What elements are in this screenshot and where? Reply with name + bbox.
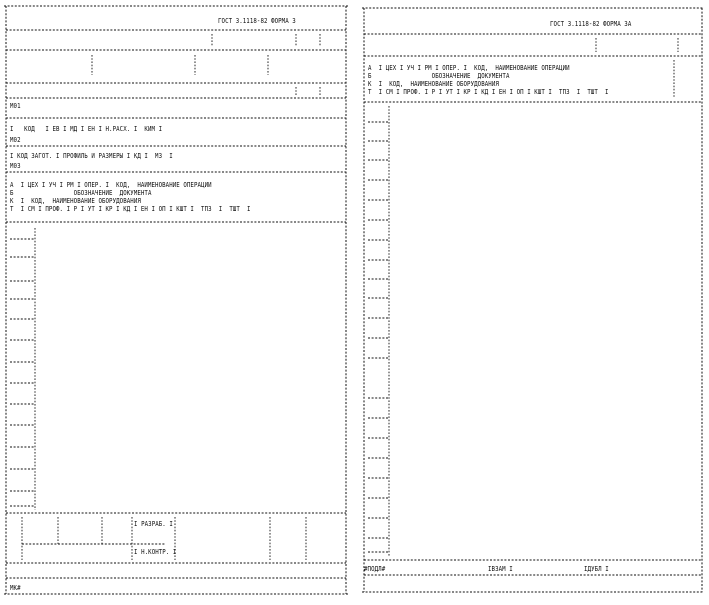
form-3a bbox=[358, 0, 708, 600]
op-header-line-1: А I ЦЕХ I УЧ I РМ I ОПЕР. I КОД, НАИМЕНОВАНИЕ ОПЕРАЦИИ bbox=[10, 181, 212, 189]
footer-razrab: I РАЗРАБ. I bbox=[134, 520, 173, 528]
footer-n-kontr: I Н.КОНТР. I bbox=[134, 548, 177, 556]
row-m03-label: М03 bbox=[10, 162, 21, 170]
row-m03-header: I КОД ЗАГОТ. I ПРОФИЛЬ И РАЗМЕРЫ I КД I МЗ I bbox=[10, 152, 173, 160]
row-m02-header: I КОД I ЕВ I МД I ЕН I Н.РАСХ. I КИМ I bbox=[10, 125, 163, 133]
footer-dubl: IДУБЛ I bbox=[584, 565, 609, 573]
op-header-line-3: К I КОД, НАИМЕНОВАНИЕ ОБОРУДОВАНИЯ bbox=[368, 80, 499, 88]
row-m01-label: М01 bbox=[10, 102, 21, 110]
footer-podl: #ПОДЛ# bbox=[364, 565, 386, 573]
row-m02-label: М02 bbox=[10, 136, 21, 144]
op-header-line-1: А I ЦЕХ I УЧ I РМ I ОПЕР. I КОД, НАИМЕНОВАНИЕ ОПЕРАЦИИ bbox=[368, 64, 570, 72]
form-3 bbox=[0, 0, 352, 600]
op-header-line-4: Т I СМ I ПРОФ. I Р I УТ I КР I КД I ЕН I ОП I КШТ I ТПЗ I ТШТ I bbox=[10, 205, 251, 213]
op-header-line-2: Б ОБОЗНАЧЕНИЕ ДОКУМЕНТА bbox=[10, 189, 152, 197]
footer-mk-label: МК# bbox=[10, 584, 21, 592]
footer-vzam: IВЗАМ I bbox=[488, 565, 513, 573]
op-header-line-2: Б ОБОЗНАЧЕНИЕ ДОКУМЕНТА bbox=[368, 72, 510, 80]
form-3-ruling bbox=[0, 0, 352, 600]
op-header-line-4: Т I СМ I ПРОФ. I Р I УТ I КР I КД I ЕН I ОП I КШТ I ТПЗ I ТШТ I bbox=[368, 88, 609, 96]
op-header-line-3: К I КОД, НАИМЕНОВАНИЕ ОБОРУДОВАНИЯ bbox=[10, 197, 141, 205]
form-3-title: ГОСТ 3.1118-82 ФОРМА 3 bbox=[218, 17, 296, 25]
form-3a-title: ГОСТ 3.1118-82 ФОРМА 3А bbox=[550, 20, 632, 28]
